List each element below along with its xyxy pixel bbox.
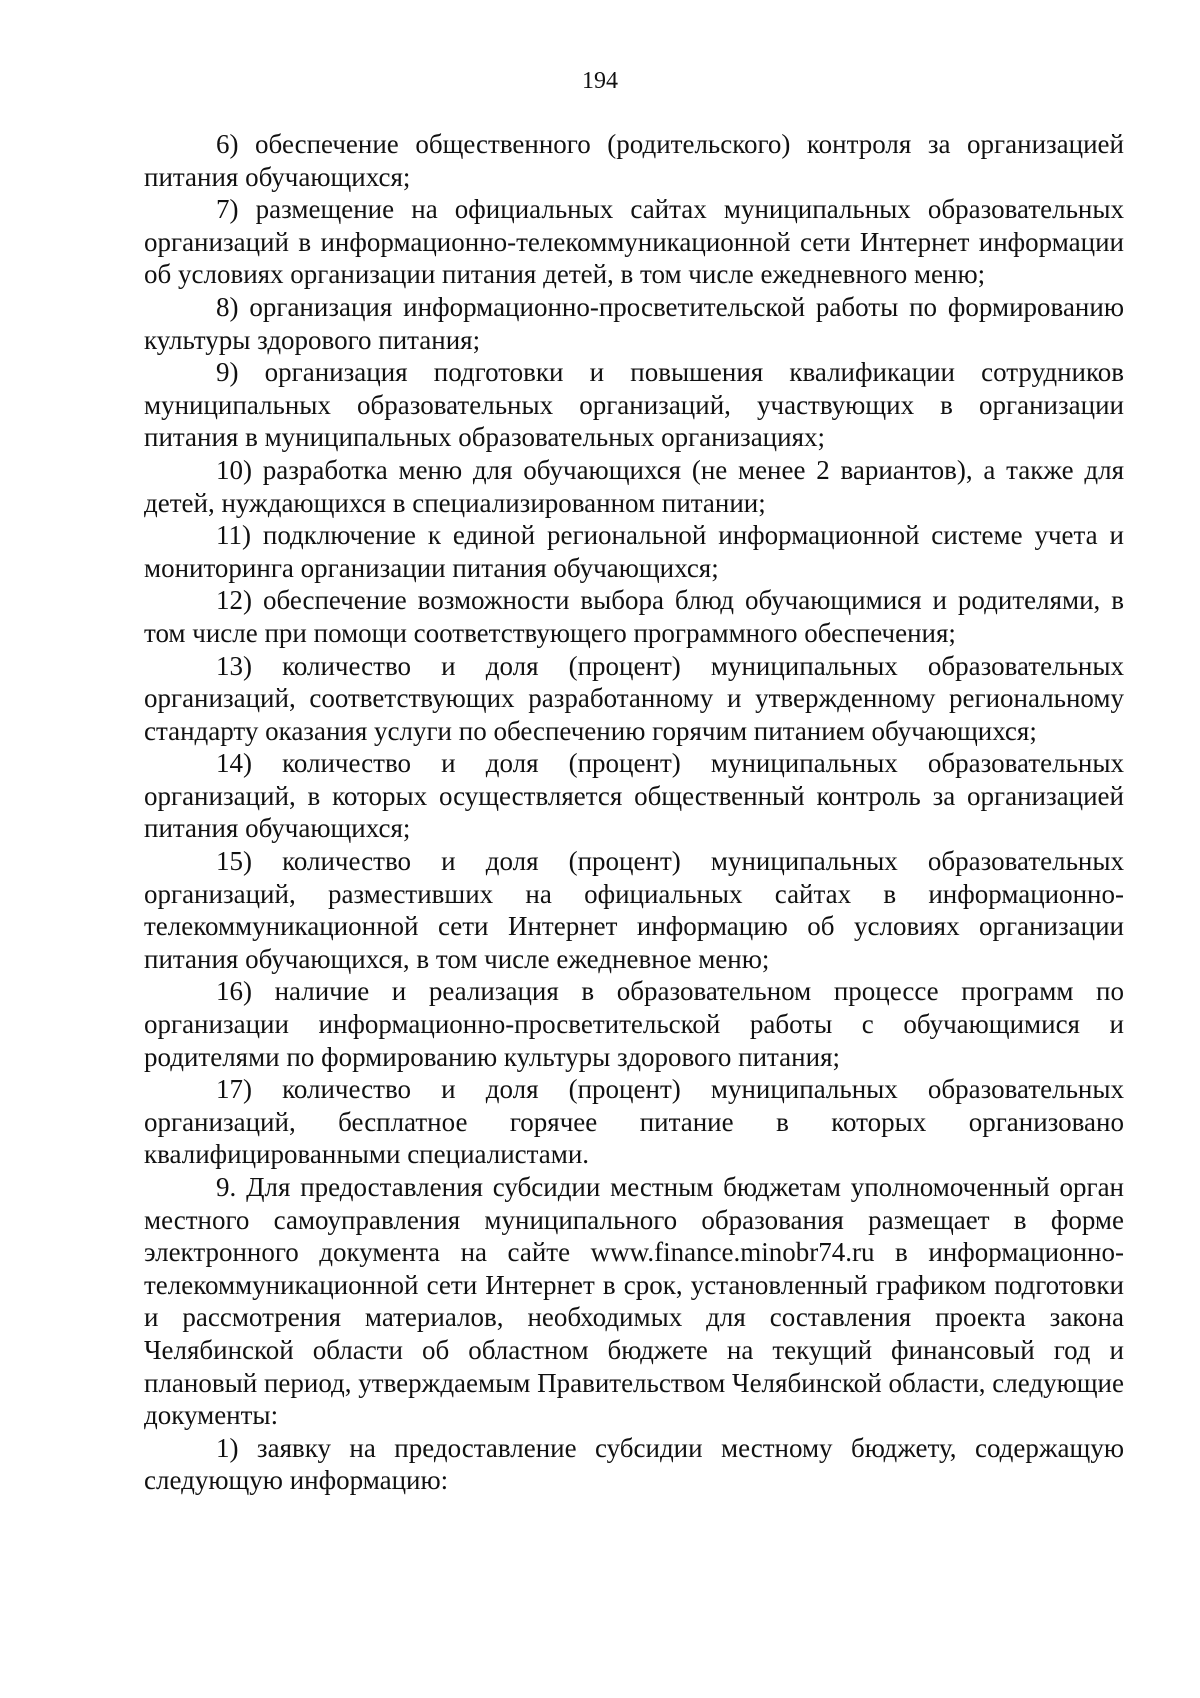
paragraph-item-13: 13) количество и доля (процент) муниципальных образовательных организаций, соответствующих разработанному и утвержденному региональному стандарту оказания услуги по обеспечению горячим питанием обучающихся;	[144, 650, 1124, 746]
page-number: 194	[582, 68, 618, 94]
paragraph-item-8: 8) организация информационно-просветительской работы по формированию культуры здорового питания;	[144, 291, 1124, 355]
paragraph-section-9: 9. Для предоставления субсидии местным бюджетам уполномоченный орган местного самоуправления муниципального образования размещает в форме электронного документа на сайте www.finance.minobr74.ru в информационно-телекоммуникационной сети Интернет в срок, установленный графиком подготовки и рассмотрения материалов, необходимых для составления проекта закона Челябинской области об областном бюджете на текущий финансовый год и плановый период, утверждаемым Правительством Челябинской области, следующие документы:	[144, 1172, 1124, 1431]
paragraph-item-10: 10) разработка меню для обучающихся (не менее 2 вариантов), а также для детей, нуждающихся в специализированном питании;	[144, 454, 1124, 518]
paragraph-item-16: 16) наличие и реализация в образовательном процессе программ по организации информационно-просветительской работы с обучающимися и родителями по формированию культуры здорового питания;	[144, 976, 1124, 1072]
paragraph-item-15: 15) количество и доля (процент) муниципальных образовательных организаций, разместивших на официальных сайтах в информационно-телекоммуникационной сети Интернет информацию об условиях организации питания обучающихся, в том числе ежедневное меню;	[144, 846, 1124, 974]
paragraph-item-9: 9) организация подготовки и повышения квалификации сотрудников муниципальных образовательных организаций, участвующих в организации питания в муниципальных образовательных организациях;	[144, 357, 1124, 453]
paragraph-item-11: 11) подключение к единой региональной информационной системе учета и мониторинга организации питания обучающихся;	[144, 520, 1124, 583]
document-body	[144, 128, 1124, 1497]
paragraph-item-6: 6) обеспечение общественного (родительского) контроля за организацией питания обучающихся;	[144, 129, 1124, 192]
paragraph-item-12: 12) обеспечение возможности выбора блюд обучающимися и родителями, в том числе при помощи соответствующего программного обеспечения;	[144, 585, 1124, 648]
paragraph-item-17: 17) количество и доля (процент) муниципальных образовательных организаций, бесплатное горячее питание в которых организовано квалифицированными специалистами.	[144, 1074, 1124, 1170]
paragraph-item-7: 7) размещение на официальных сайтах муниципальных образовательных организаций в информационно-телекоммуникационной сети Интернет информации об условиях организации питания детей, в том числе ежедневного меню;	[144, 194, 1124, 290]
paragraph-item-14: 14) количество и доля (процент) муниципальных образовательных организаций, в которых осуществляется общественный контроль за организацией питания обучающихся;	[144, 748, 1124, 844]
paragraph-subitem-1: 1) заявку на предоставление субсидии местному бюджету, содержащую следующую информацию:	[144, 1432, 1124, 1496]
